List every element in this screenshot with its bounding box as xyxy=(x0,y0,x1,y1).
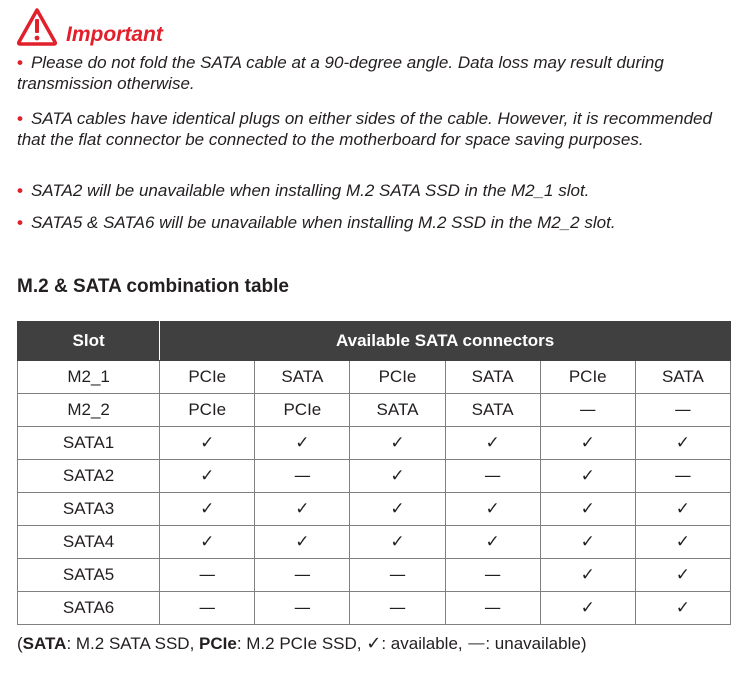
bullet: • xyxy=(17,53,23,72)
important-title: Important xyxy=(66,23,163,46)
table-row xyxy=(18,493,731,526)
dash-icon: — xyxy=(540,394,635,427)
bullet: • xyxy=(17,213,23,232)
check-icon: ✓ xyxy=(160,526,255,559)
dash-icon: — xyxy=(160,592,255,625)
legend-close: ) xyxy=(580,634,587,653)
check-icon: ✓ xyxy=(350,460,445,493)
check-icon: ✓ xyxy=(540,592,635,625)
bullet: • xyxy=(17,109,23,128)
connector-cell: PCIe xyxy=(255,394,350,427)
check-icon: ✓ xyxy=(540,427,635,460)
check-icon: ✓ xyxy=(255,526,350,559)
slot-label-cell: SATA2 xyxy=(18,460,160,493)
check-icon: ✓ xyxy=(635,427,730,460)
check-icon: ✓ xyxy=(540,460,635,493)
legend-sata-desc: : M.2 SATA SSD, xyxy=(66,634,200,653)
check-icon: ✓ xyxy=(445,526,540,559)
dash-icon: — xyxy=(635,460,730,493)
check-icon: ✓ xyxy=(635,493,730,526)
legend-open: ( xyxy=(17,634,23,653)
table-row xyxy=(18,592,731,625)
connector-cell: SATA xyxy=(255,361,350,394)
table-row xyxy=(18,559,731,592)
note-text: Please do not fold the SATA cable at a 90-degree angle. Data loss may result during transmission otherwise. xyxy=(17,53,664,93)
legend xyxy=(17,633,586,655)
check-icon: ✓ xyxy=(255,427,350,460)
connector-cell: PCIe xyxy=(350,361,445,394)
check-icon: ✓ xyxy=(445,427,540,460)
table-row xyxy=(18,427,731,460)
dash-icon: — xyxy=(635,394,730,427)
table-row xyxy=(18,361,731,394)
note-item xyxy=(17,212,616,233)
slot-column-header: Slot xyxy=(18,322,160,361)
check-icon: ✓ xyxy=(255,493,350,526)
dash-icon: — xyxy=(255,592,350,625)
dash-icon: — xyxy=(160,559,255,592)
check-icon: ✓ xyxy=(350,526,445,559)
table-heading: M.2 & SATA combination table xyxy=(17,276,289,297)
table-row xyxy=(18,394,731,427)
dash-icon: — xyxy=(255,559,350,592)
legend-sata-term: SATA xyxy=(22,634,67,653)
connector-cell: PCIe xyxy=(540,361,635,394)
check-icon: ✓ xyxy=(540,493,635,526)
note-text: SATA2 will be unavailable when installing M.2 SATA SSD in the M2_1 slot. xyxy=(30,181,590,200)
dash-icon: — xyxy=(445,559,540,592)
table-header-row xyxy=(18,322,731,361)
check-icon: ✓ xyxy=(160,427,255,460)
slot-label-cell: M2_1 xyxy=(18,361,160,394)
note-text: SATA cables have identical plugs on either sides of the cable. However, it is recommended that the flat connector be connected to the motherboard for space saving purposes. xyxy=(17,109,712,149)
slot-label-cell: SATA4 xyxy=(18,526,160,559)
legend-check-icon: ✓ xyxy=(366,633,382,654)
check-icon: ✓ xyxy=(540,559,635,592)
legend-available-desc: : available, xyxy=(381,634,468,653)
note-item xyxy=(17,108,737,150)
slot-label-cell: M2_2 xyxy=(18,394,160,427)
table-body xyxy=(18,361,731,625)
legend-dash-icon: — xyxy=(467,633,486,654)
legend-unavailable-desc: : unavailable xyxy=(485,634,581,653)
slot-label-cell: SATA5 xyxy=(18,559,160,592)
check-icon: ✓ xyxy=(635,592,730,625)
connector-cell: SATA xyxy=(350,394,445,427)
slot-label-cell: SATA1 xyxy=(18,427,160,460)
table-row xyxy=(18,460,731,493)
bullet: • xyxy=(17,181,23,200)
check-icon: ✓ xyxy=(160,493,255,526)
check-icon: ✓ xyxy=(350,493,445,526)
check-icon: ✓ xyxy=(350,427,445,460)
combination-table xyxy=(17,321,731,625)
connector-cell: PCIe xyxy=(160,361,255,394)
dash-icon: — xyxy=(255,460,350,493)
table-row xyxy=(18,526,731,559)
warning-triangle-icon xyxy=(16,7,58,47)
dash-icon: — xyxy=(350,559,445,592)
connector-cell: PCIe xyxy=(160,394,255,427)
check-icon: ✓ xyxy=(160,460,255,493)
check-icon: ✓ xyxy=(445,493,540,526)
connector-cell: SATA xyxy=(445,361,540,394)
check-icon: ✓ xyxy=(540,526,635,559)
legend-pcie-desc: : M.2 PCIe SSD, xyxy=(236,634,367,653)
connector-cell: SATA xyxy=(445,394,540,427)
dash-icon: — xyxy=(445,592,540,625)
connector-cell: SATA xyxy=(635,361,730,394)
dash-icon: — xyxy=(350,592,445,625)
slot-label-cell: SATA3 xyxy=(18,493,160,526)
slot-label-cell: SATA6 xyxy=(18,592,160,625)
note-item xyxy=(17,180,589,201)
legend-pcie-term: PCIe xyxy=(199,634,237,653)
dash-icon: — xyxy=(445,460,540,493)
check-icon: ✓ xyxy=(635,526,730,559)
note-item xyxy=(17,52,737,94)
available-connectors-header: Available SATA connectors xyxy=(160,322,731,361)
check-icon: ✓ xyxy=(635,559,730,592)
note-text: SATA5 & SATA6 will be unavailable when installing M.2 SSD in the M2_2 slot. xyxy=(30,213,616,232)
